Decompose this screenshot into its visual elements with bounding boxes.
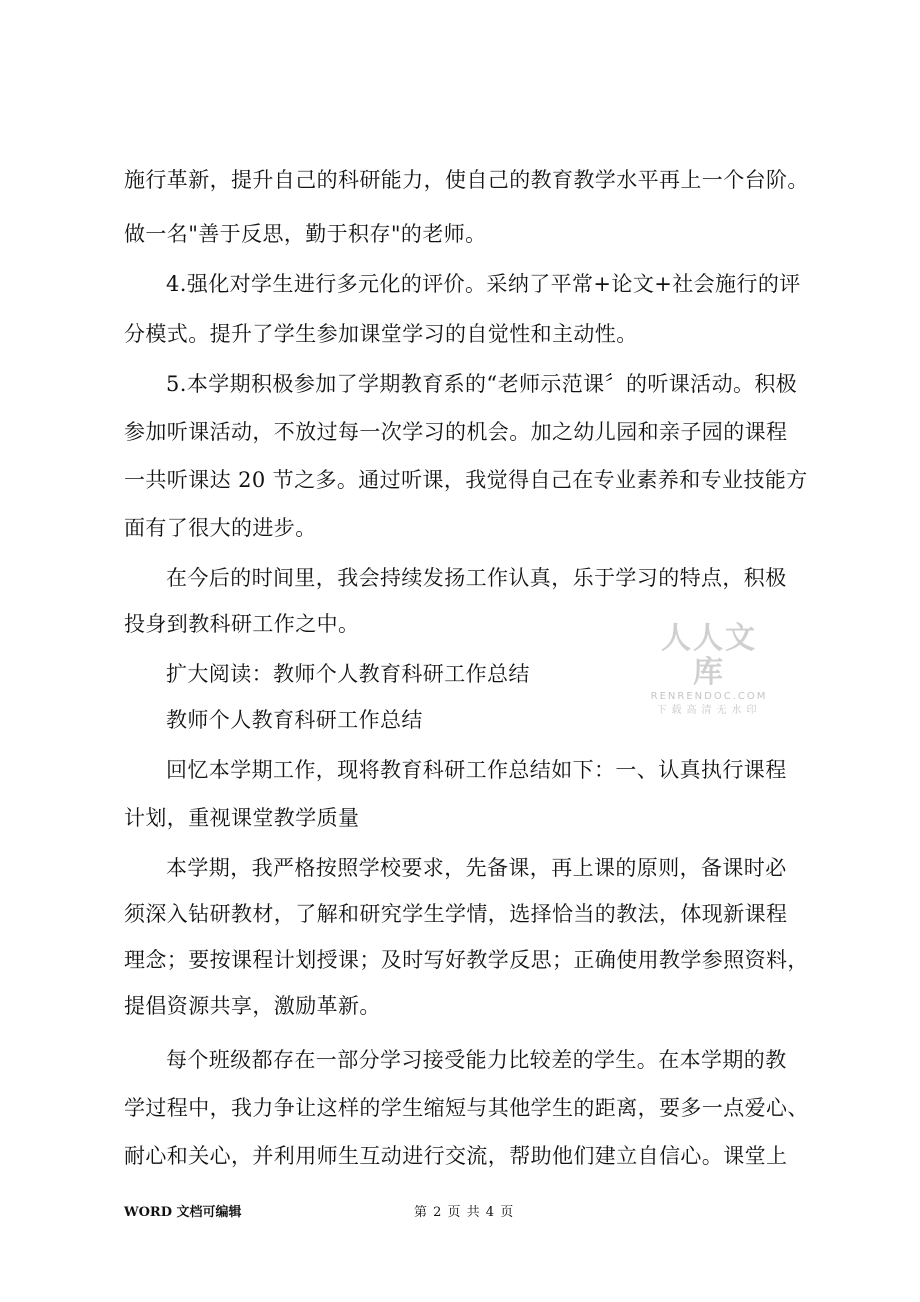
extended-reading-line: 扩大阅读：教师个人教育科研工作总结 <box>166 662 530 686</box>
body-text-line: 5.本学期积极参加了学期教育系的“老师示范课〞的听课活动。积极 <box>166 372 798 396</box>
body-text-line: 计划，重视课堂教学质量 <box>124 806 360 830</box>
footer-page-number: 第 2 页 共 4 页 <box>414 1205 515 1220</box>
body-text-line: 分模式。提升了学生参加课堂学习的自觉性和主动性。 <box>124 322 638 346</box>
body-text-line: 一共听课达 20 节之多。通过听课，我觉得自己在专业素养和专业技能方 <box>124 468 808 492</box>
watermark-subtitle: 下载高清无水印 <box>656 705 762 716</box>
body-text-line: 做一名"善于反思，勤于积存"的老师。 <box>124 222 487 246</box>
body-text-line: 在今后的时间里，我会持续发扬工作认真，乐于学习的特点，积极 <box>166 566 787 590</box>
watermark-title: 人人文库 <box>661 621 757 690</box>
watermark-logo <box>646 622 772 718</box>
body-text-line: 面有了很大的进步。 <box>124 516 317 540</box>
body-text-line: 耐心和关心，并利用师生互动进行交流，帮助他们建立自信心。课堂上 <box>124 1144 788 1168</box>
footer-editable-label: WORD 文档可编辑 <box>124 1205 242 1220</box>
body-text-line: 提倡资源共享，激励革新。 <box>124 994 381 1018</box>
body-text-line: 回忆本学期工作，现将教育科研工作总结如下：一、认真执行课程 <box>166 758 787 782</box>
body-text-line: 学过程中，我力争让这样的学生缩短与其他学生的距离，要多一点爱心、 <box>124 1096 809 1120</box>
body-text-line: 施行革新，提升自己的科研能力，使自己的教育教学水平再上一个台阶。 <box>124 168 809 192</box>
body-text-line: 须深入钻研教材，了解和研究学生学情，选择恰当的教法，体现新课程 <box>124 902 788 926</box>
body-text-line: 参加听课活动，不放过每一次学习的机会。加之幼儿园和亲子园的课程 <box>124 420 788 444</box>
section-title: 教师个人教育科研工作总结 <box>166 708 423 732</box>
body-text-line: 本学期，我严格按照学校要求，先备课，再上课的原则，备课时必 <box>166 856 787 880</box>
body-text-line: 每个班级都存在一部分学习接受能力比较差的学生。在本学期的教 <box>166 1048 787 1072</box>
body-text-line: 投身到教科研工作之中。 <box>124 612 360 636</box>
body-text-line: 4.强化对学生进行多元化的评价。采纳了平常+论文+社会施行的评 <box>166 272 801 296</box>
watermark-domain: RENRENDOC.COM <box>650 691 768 702</box>
body-text-line: 理念；要按课程计划授课；及时写好教学反思；正确使用教学参照资料， <box>124 948 809 972</box>
